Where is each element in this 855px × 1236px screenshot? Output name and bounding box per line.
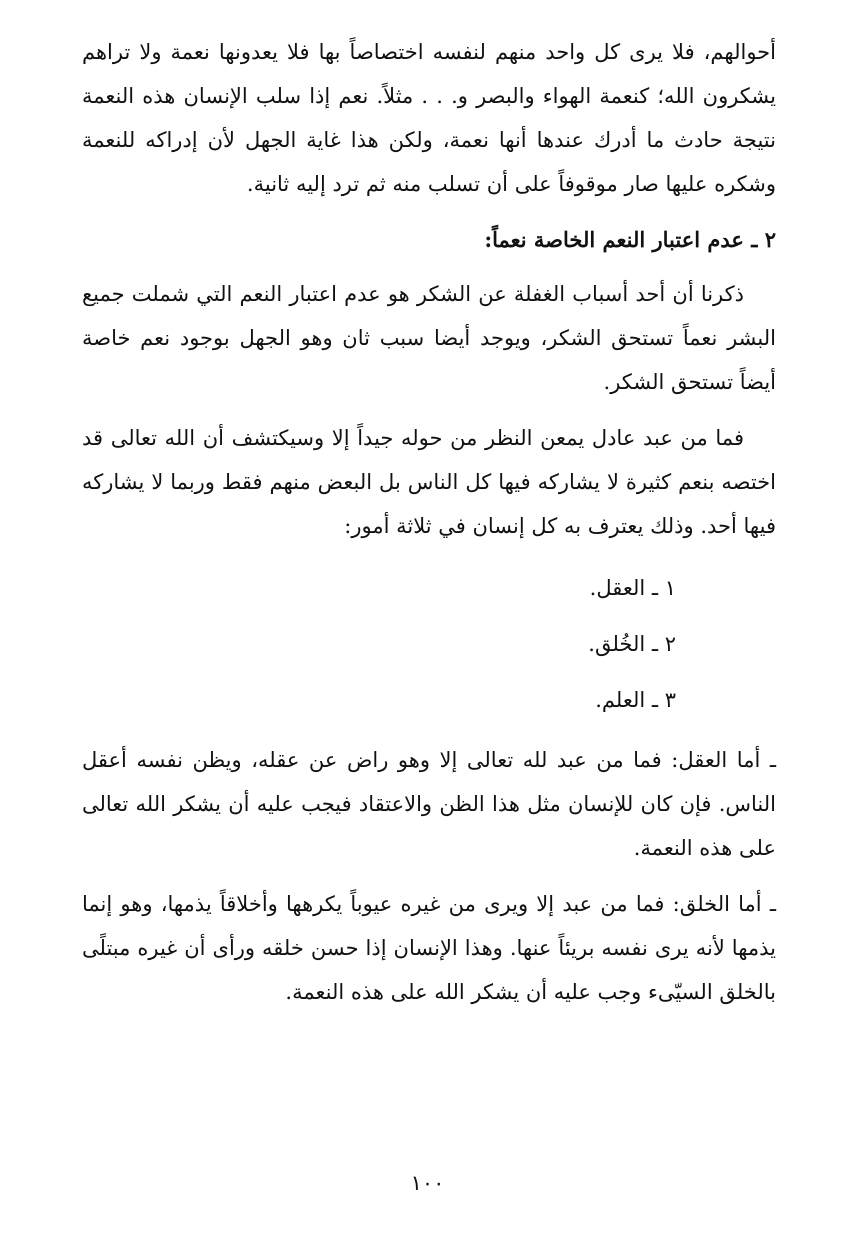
matters-list: [82, 560, 776, 728]
list-item-knowledge: ٣ ـ العلم.: [595, 688, 676, 712]
page-number: ١٠٠: [410, 1171, 445, 1195]
paragraph-3: فما من عبد عادل يمعن النظر من حوله جيداً إلا وسيكتشف أن الله تعالى قد اختصه بنعم كثيرة لا يشاركه فيها كل الناس بل البعض منهم فقط وربما لا يشاركه فيها أحد. وذلك يعترف به كل إنسان في ثلاثة أمور:: [82, 426, 776, 538]
paragraph-4: ـ أما العقل: فما من عبد لله تعالى إلا وهو راض عن عقله، ويظن نفسه أعقل الناس. فإن كان للإنسان مثل هذا الظن والاعتقاد فيجب عليه أن يشكر الله تعالى على هذه النعمة.: [82, 748, 776, 860]
page-body: [82, 30, 776, 1026]
paragraph-1: أحوالهم، فلا يرى كل واحد منهم لنفسه اختصاصاً بها فلا يعدونها نعمة ولا تراهم يشكرون الله؛ كنعمة الهواء والبصر و. . . مثلاً. نعم إذا سلب الإنسان هذه النعمة نتيجة حادث ما أدرك عندها أنها نعمة، ولكن هذا غاية الجهل لأن إدراكه للنعمة وشكره عليها صار موقوفاً على أن تسلب منه ثم ترد إليه ثانية.: [82, 40, 776, 196]
list-item-intellect: ١ ـ العقل.: [589, 576, 676, 600]
paragraph-2: ذكرنا أن أحد أسباب الغفلة عن الشكر هو عدم اعتبار النعم التي شملت جميع البشر نعماً تستحق الشكر، ويوجد أيضا سبب ثان وهو الجهل بوجود نعم خاصة أيضاً تستحق الشكر.: [82, 282, 776, 394]
section-heading: ٢ ـ عدم اعتبار النعم الخاصة نعماً:: [484, 227, 776, 252]
paragraph-5: ـ أما الخلق: فما من عبد إلا ويرى من غيره عيوباً يكرهها وأخلاقاً يذمها، وهو إنما يذمها لأنه يرى نفسه بريئاً عنها. وهذا الإنسان إذا حسن خلقه ورأى أن غيره مبتلًى بالخلق السيّىء وجب عليه أن يشكر الله على هذه النعمة.: [82, 892, 776, 1004]
list-item-character: ٢ ـ الخُلق.: [588, 632, 676, 656]
